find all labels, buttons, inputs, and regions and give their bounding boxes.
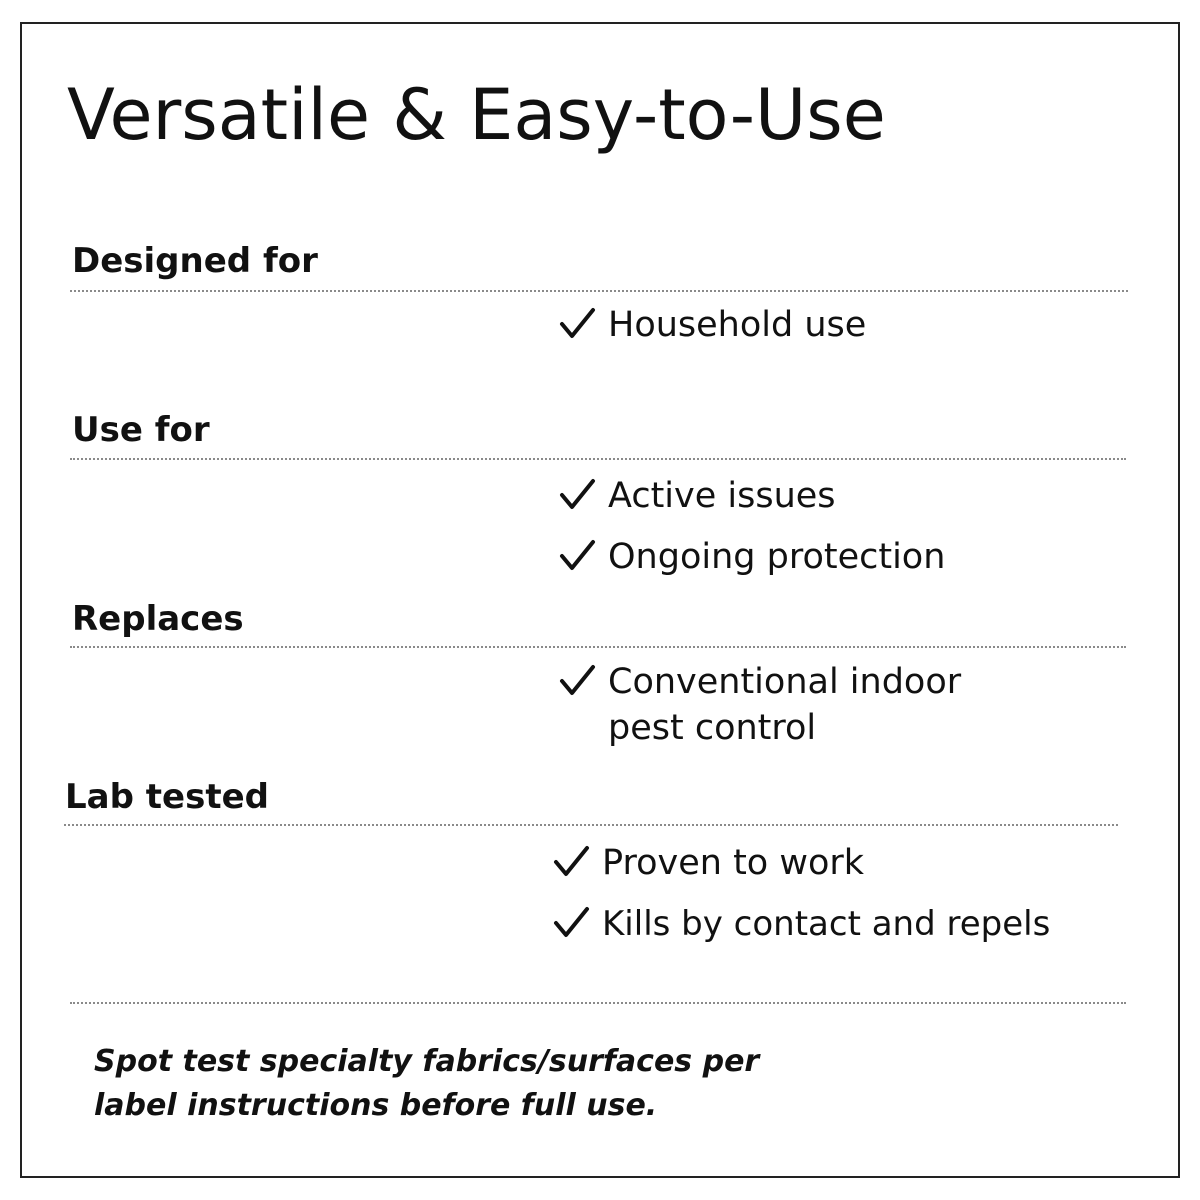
check-icon — [558, 473, 608, 513]
section-label-replaces: Replaces — [72, 599, 244, 639]
list-item — [558, 302, 866, 348]
check-icon — [558, 302, 608, 342]
list-item-text: Household use — [608, 305, 867, 345]
list-item — [558, 659, 961, 751]
feature-card — [20, 22, 1180, 1178]
footer-divider — [70, 1002, 1126, 1004]
list-item — [558, 473, 836, 519]
section-divider — [70, 458, 1126, 460]
section-label-lab-tested: Lab tested — [65, 777, 269, 817]
section-label-designed-for: Designed for — [72, 241, 318, 281]
section-divider — [70, 290, 1128, 292]
page-title: Versatile & Easy-to-Use — [67, 74, 886, 156]
check-icon — [558, 659, 608, 699]
list-item — [552, 901, 1050, 947]
list-item-text: Active issues — [608, 476, 836, 516]
list-item-text: Kills by contact and repels — [602, 904, 1051, 944]
disclaimer-note: Spot test specialty fabrics/surfaces per label instructions before full use. — [94, 1044, 760, 1123]
list-item-text: Ongoing protection — [608, 537, 946, 577]
list-item-text: Proven to work — [602, 843, 865, 883]
list-item — [558, 534, 945, 580]
section-divider — [64, 824, 1118, 826]
check-icon — [552, 901, 602, 941]
list-item-text: Conventional indoor pest control — [608, 662, 962, 748]
section-divider — [70, 646, 1126, 648]
check-icon — [552, 840, 602, 880]
section-label-use-for: Use for — [72, 410, 210, 450]
check-icon — [558, 534, 608, 574]
list-item — [552, 840, 864, 886]
